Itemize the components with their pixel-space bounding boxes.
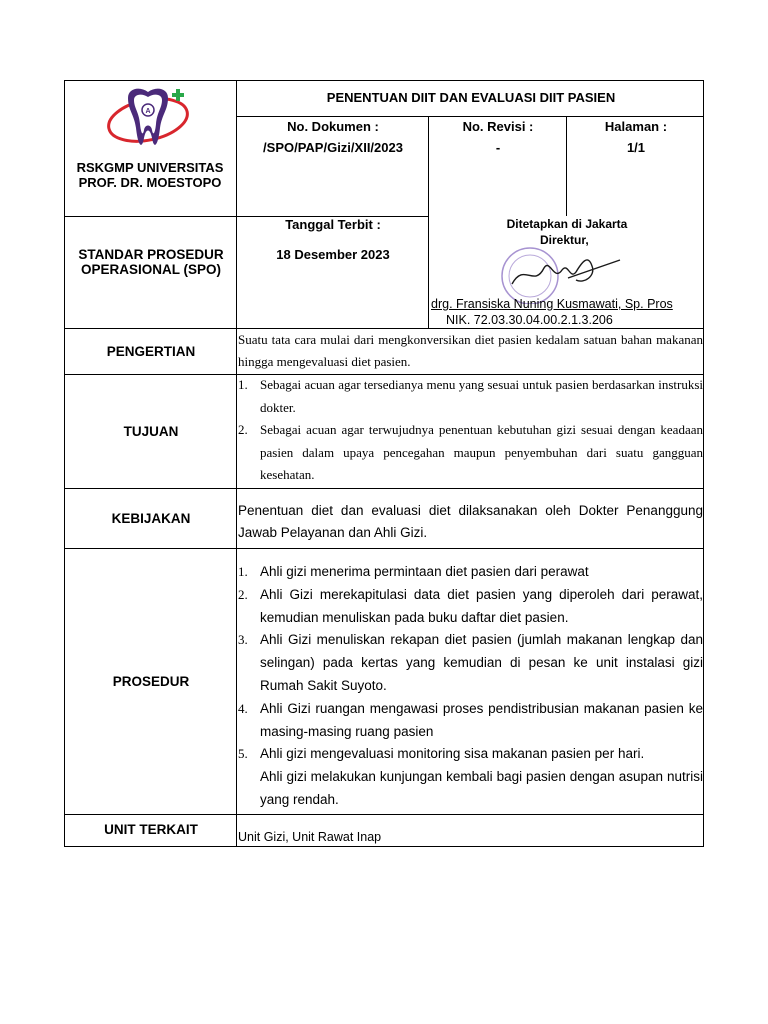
issue-date-label: Tanggal Terbit : (285, 217, 381, 232)
kebijakan-text: Penentuan diet dan evaluasi diet dilaksanakan oleh Dokter Penanggung Jawab Pelayanan dan Ahli Gizi. (238, 503, 703, 540)
document-title: PENENTUAN DIIT DAN EVALUASI DIIT PASIEN (326, 90, 616, 105)
page-label: Halaman : (604, 119, 668, 134)
list-number: 5. (238, 746, 248, 762)
rev-page-divider (566, 116, 567, 216)
list-item (238, 419, 703, 487)
approval-role: Direktur, (540, 233, 589, 247)
list-text: Sebagai acuan agar tersedianya menu yang sesuai untuk pasien berdasarkan instruksi dokter. (260, 377, 703, 415)
list-number: 2. (238, 586, 248, 602)
prosedur-label: PROSEDUR (112, 674, 190, 689)
tujuan-label: TUJUAN (123, 424, 179, 439)
doc-rev-divider (428, 116, 429, 216)
signer-name: drg. Fransiska Nuning Kusmawati, Sp. Pros (431, 297, 673, 311)
list-text: Sebagai acuan agar terwujudnya penentuan kebutuhan gizi sesuai dengan keadaan pasien dalam upaya pencegahan maupun penyembuhan dari suatu gangguan kesehatan. (260, 422, 703, 482)
prosedur-list (238, 561, 703, 812)
list-text: Ahli gizi menerima permintaan diet pasien dari perawat (260, 564, 589, 579)
revision-value: - (495, 140, 501, 155)
doc-number-value: /SPO/PAP/Gizi/XII/2023 (263, 140, 403, 155)
prosedur-bottom (64, 814, 704, 815)
list-item (238, 374, 703, 419)
tujuan-list (238, 374, 703, 487)
pengertian-text: Suatu tata cara mulai dari mengkonversikan diet pasien kedalam satuan bahan makanan hingga mengevaluasi diet pasien. (238, 332, 703, 369)
list-text: Ahli gizi mengevaluasi monitoring sisa makanan pasien per hari. (260, 746, 645, 762)
issue-date-value: 18 Desember 2023 (276, 247, 390, 262)
list-text: Ahli gizi melakukan kunjungan kembali bagi pasien dengan asupan nutrisi yang rendah. (260, 769, 703, 807)
pengertian-label: PENGERTIAN (106, 344, 196, 359)
signature-stamp-icon (472, 244, 632, 304)
kebijakan-label: KEBIJAKAN (111, 511, 191, 526)
label-column-divider (236, 328, 237, 847)
doc-number-label: No. Dokumen : (287, 119, 379, 134)
page-value: 1/1 (626, 140, 646, 155)
list-number: 3. (238, 632, 248, 648)
signer-nik: NIK. 72.03.30.04.00.2.1.3.206 (446, 313, 613, 327)
list-number: 1. (238, 564, 248, 579)
unit-terkait-text: Unit Gizi, Unit Rawat Inap (238, 830, 382, 844)
list-item (238, 561, 703, 584)
unit-terkait-label: UNIT TERKAIT (104, 822, 198, 837)
revision-label: No. Revisi : (462, 119, 534, 134)
date-sign-divider (428, 216, 429, 328)
list-item (238, 584, 703, 630)
list-item-continuation (238, 766, 703, 812)
list-text: Ahli Gizi merekapitulasi data diet pasien yang diperoleh dari perawat, kemudian menuliskan pada buku daftar diet pasien. (260, 586, 703, 625)
tooth-logo-icon (100, 84, 200, 156)
title-underline (236, 116, 704, 117)
list-item (238, 743, 703, 766)
tujuan-bottom (64, 488, 704, 489)
svg-text:A: A (145, 108, 151, 115)
list-text: Ahli Gizi ruangan mengawasi proses pendistribusian makanan pasien ke masing-masing ruang pasien (260, 700, 703, 739)
institution-name: RSKGMP UNIVERSITAS PROF. DR. MOESTOPO (76, 160, 224, 190)
approval-place: Ditetapkan di Jakarta (506, 217, 628, 231)
list-text: Ahli Gizi menuliskan rekapan diet pasien (jumlah makanan lengkap dan selingan) pada kertas yang kemudian di pesan ke unit instalasi gizi Rumah Sakit Suyoto. (260, 632, 703, 693)
spo-label: STANDAR PROSEDUR OPERASIONAL (SPO) (78, 247, 224, 277)
list-number: 2. (238, 422, 248, 437)
list-number: 1. (238, 377, 248, 392)
list-item (238, 698, 703, 744)
list-number: 4. (238, 700, 248, 716)
list-item (238, 629, 703, 697)
kebijakan-bottom (64, 548, 704, 549)
header-divider-left (236, 80, 237, 328)
